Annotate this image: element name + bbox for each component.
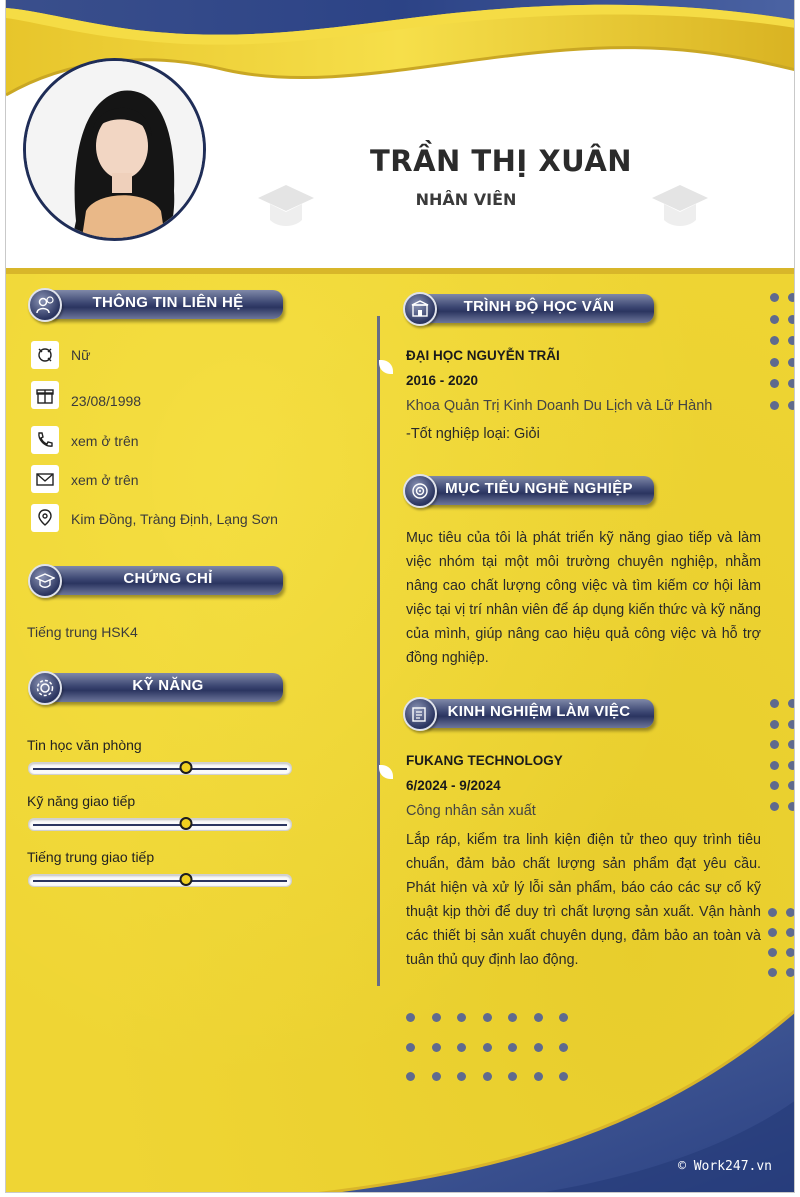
dot xyxy=(770,740,779,749)
gift-icon xyxy=(31,381,59,409)
dot xyxy=(788,781,795,790)
graduation-cap-watermark xyxy=(256,180,316,235)
dot xyxy=(768,908,777,917)
graduation-cap-watermark xyxy=(650,180,710,235)
dot xyxy=(788,699,795,708)
experience-period: 6/2024 - 9/2024 xyxy=(406,778,501,793)
dot xyxy=(770,781,779,790)
skill-level-knob xyxy=(180,761,193,774)
section-title: THÔNG TIN LIÊN HỆ xyxy=(92,294,244,311)
skill-bar xyxy=(28,818,292,831)
skill-label: Tin học văn phòng xyxy=(27,737,142,753)
footer-wave-decoration xyxy=(6,990,795,1193)
section-title: TRÌNH ĐỘ HỌC VẤN xyxy=(463,298,615,315)
dot xyxy=(788,358,795,367)
section-contact-header xyxy=(28,288,283,322)
gear-icon xyxy=(28,671,62,705)
section-certificates-header xyxy=(28,564,283,598)
dot xyxy=(770,358,779,367)
certificate-item: Tiếng trung HSK4 xyxy=(27,624,138,640)
section-objective-header xyxy=(403,474,658,508)
skill-level-knob xyxy=(180,873,193,886)
section-title: KỸ NĂNG xyxy=(132,677,204,694)
experience-text: Lắp ráp, kiểm tra linh kiện điện tử theo quy trình tiêu chuẩn, đảm bảo chất lượng sản phẩm đạt yêu cầu. Phát hiện và xử lý lỗi sản phẩm, báo cáo các sự cố kỹ thuật kịp thời để duy trì chất lượng sản xuất. Vận hành các thiết bị sản xuất chuyên dụng, đảm bảo an toàn và tuân thủ quy định lao động. xyxy=(406,832,761,968)
school-icon xyxy=(403,292,437,326)
contact-text: Kim Đồng, Tràng Định, Lạng Sơn xyxy=(71,511,278,527)
dot xyxy=(788,379,795,388)
education-major: Khoa Quản Trị Kinh Doanh Du Lịch và Lữ Hành xyxy=(406,398,713,414)
skill-bar xyxy=(28,762,292,775)
dot xyxy=(770,315,779,324)
gender-icon xyxy=(31,341,59,369)
dot xyxy=(786,948,795,957)
dot xyxy=(786,968,795,977)
footer-watermark: © Work247.vn xyxy=(678,1159,772,1174)
section-experience-header xyxy=(403,697,658,731)
experience-position: Công nhân sản xuất xyxy=(406,803,536,819)
dot xyxy=(788,740,795,749)
cv-page xyxy=(5,0,795,1193)
dot xyxy=(770,699,779,708)
skill-label: Kỹ năng giao tiếp xyxy=(27,793,136,809)
target-icon xyxy=(403,474,437,508)
dot xyxy=(770,379,779,388)
dot xyxy=(788,315,795,324)
location-icon xyxy=(31,504,59,532)
dot xyxy=(770,336,779,345)
mail-icon xyxy=(31,465,59,493)
dot xyxy=(788,401,795,410)
person-photo xyxy=(26,61,206,241)
skill-label: Tiếng trung giao tiếp xyxy=(27,849,155,865)
dot xyxy=(768,968,777,977)
section-title: KINH NGHIỆM LÀM VIỆC xyxy=(447,703,631,720)
dot xyxy=(786,928,795,937)
dot xyxy=(788,336,795,345)
dot xyxy=(770,761,779,770)
skill-level-knob xyxy=(180,817,193,830)
education-school: ĐẠI HỌC NGUYỄN TRÃI xyxy=(406,348,560,363)
contact-text: xem ở trên xyxy=(71,472,139,488)
dot xyxy=(768,928,777,937)
dot xyxy=(788,761,795,770)
contact-text: 23/08/1998 xyxy=(71,393,142,409)
dot xyxy=(788,802,795,811)
objective-text: Mục tiêu của tôi là phát triển kỹ năng giao tiếp và làm việc nhóm tại một môi trường chuyên nghiệp, nhằm nâng cao chất lượng công việc và tìm kiếm cơ hội làm việc tại vị trí nhân viên để áp dụng kiến thức và kỹ năng của mình, giúp nâng cao hiệu quả công việc và hỗ trợ đồng nghiệp. xyxy=(406,530,761,666)
timeline-line xyxy=(377,316,380,986)
dot xyxy=(788,293,795,302)
dot xyxy=(786,908,795,917)
section-skills-header xyxy=(28,671,283,705)
skill-bar xyxy=(28,874,292,887)
dot xyxy=(788,720,795,729)
candidate-name: TRẦN THỊ XUÂN xyxy=(369,144,633,178)
dot xyxy=(770,401,779,410)
section-title: CHỨNG CHỈ xyxy=(123,570,213,587)
education-note: -Tốt nghiệp loại: Giỏi xyxy=(406,426,540,442)
section-title: MỤC TIÊU NGHỀ NGHIỆP xyxy=(445,480,633,497)
avatar xyxy=(23,58,206,241)
candidate-role: NHÂN VIÊN xyxy=(415,190,517,209)
contact-text: Nữ xyxy=(71,347,91,363)
graduation-icon xyxy=(28,564,62,598)
experience-company: FUKANG TECHNOLOGY xyxy=(406,753,563,768)
dot xyxy=(770,802,779,811)
section-education-header xyxy=(403,292,658,326)
dot xyxy=(770,293,779,302)
dot xyxy=(770,720,779,729)
briefcase-icon xyxy=(403,697,437,731)
phone-icon xyxy=(31,426,59,454)
contact-text: xem ở trên xyxy=(71,433,139,449)
education-period: 2016 - 2020 xyxy=(406,373,479,388)
contact-icon xyxy=(28,288,62,322)
dot xyxy=(768,948,777,957)
